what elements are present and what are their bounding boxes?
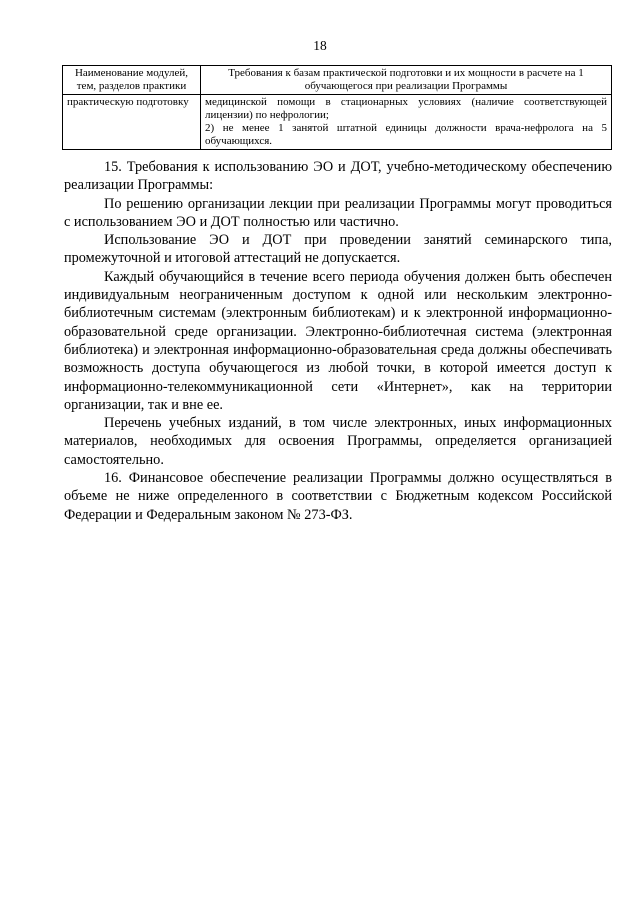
section-16-paragraph: 16. Финансовое обеспечение реализации Программы должно осуществляться в объеме не ниже определенного в соответствии с Бюджетным кодексом Российской Федерации и Федеральным законом № 273-ФЗ.: [64, 470, 612, 523]
table-header-row: [63, 66, 612, 95]
table-header-requirements: Требования к базам практической подготовки и их мощности в расчете на 1 обучающегося при реализации Программы: [201, 66, 612, 95]
table-row: [63, 95, 612, 150]
paragraph: Каждый обучающийся в течение всего периода обучения должен быть обеспечен индивидуальным неограниченным доступом к одной или нескольким электронно-библиотечным системам (электронным библиотекам) и к электронной информационно-образовательной среде организации. Электронно-библиотечная система (электронная библиотека) и электронная информационно-образовательная среда должны обеспечивать возможность доступа обучающегося из любой точки, в которой имеется доступ к информационно-телекоммуникационной сети «Интернет», как на территории организации, так и вне ее.: [64, 268, 612, 413]
paragraph: По решению организации лекции при реализации Программы могут проводиться с использованием ЭО и ДОТ полностью или частично.: [64, 195, 612, 230]
table-cell-requirements: [201, 95, 612, 150]
document-body: [64, 158, 612, 524]
table-cell-module: практическую подготовку: [63, 95, 201, 150]
paragraph: Перечень учебных изданий, в том числе электронных, иных информационных материалов, необходимых для освоения Программы, определяется организацией самостоятельно.: [64, 415, 612, 468]
requirement-line: медицинской помощи в стационарных условиях (наличие соответствующей лицензии) по нефрологии;: [205, 96, 607, 121]
paragraph: Использование ЭО и ДОТ при проведении занятий семинарского типа, промежуточной и итоговой аттестаций не допускается.: [64, 232, 612, 267]
page-number: 18: [313, 38, 327, 53]
requirements-table: [62, 65, 612, 150]
requirement-line: 2) не менее 1 занятой штатной единицы должности врача-нефролога на 5 обучающихся.: [205, 122, 607, 147]
section-15-heading: 15. Требования к использованию ЭО и ДОТ, учебно-методическому обеспечению реализации Программы:: [64, 159, 612, 194]
table-header-modules: Наименование модулей, тем, разделов практики: [63, 66, 201, 95]
